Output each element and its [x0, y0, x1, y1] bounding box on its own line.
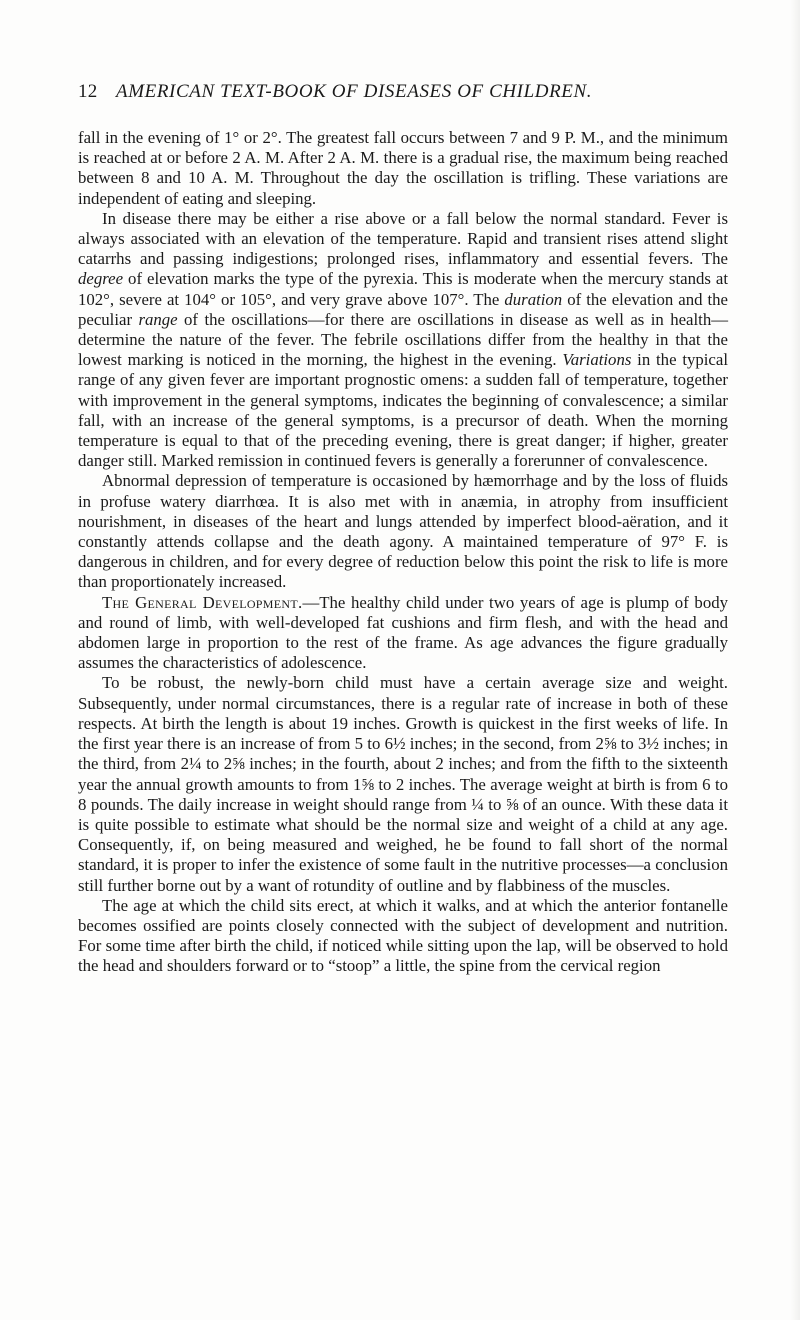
- emphasis-degree: degree: [78, 269, 124, 289]
- paragraph-growth: To be robust, the newly-born child must have a certain average size and weight. Subsequently, under normal circumstances, there is a regular rate of increase in both of these respects. At birth the length is about 19 inches. Growth is quickest in the first weeks of life. In the first year there is an increase of from 5 to 6½ inches; in the second, from 2⅝ to 3½ inches; in the third, from 2¼ to 2⅝ inches; in the fourth, about 2 inches; and from the fifth to the sixteenth year the annual growth amounts to from 1⅝ to 2 inches. The average weight at birth is from 6 to 8 pounds. The daily increase in weight should range from ¼ to ⅝ of an ounce. With these data it is quite possible to estimate what should be the normal size and weight of a child at any age. Consequently, if, on being measured and weighed, he be found to fall short of the normal standard, it is proper to infer the existence of some fault in the nutritive processes—a conclusion still further borne out by a want of rotundity of outline and by flabbiness of the muscles.: [78, 673, 728, 895]
- text-run: of the oscillations—for there are oscillations in disease as well as in health—determine the nature of the fever. The febrile oscillations differ from the healthy in that the lowest marking is noticed in the morning, the highest in the evening.: [78, 309, 728, 370]
- text-run: in the typical range of any given fever are important prognostic omens: a sudden fall of temperature, together with improvement in the general symptoms, indicates the beginning of convalescence; a similar fall, with an increase of the general symptoms, is a precursor of death. When the morning temperature is equal to that of the preceding evening, there is great danger; if higher, greater danger still. Marked remission in continued fevers is generally a forerunner of convalescence.: [78, 350, 728, 471]
- section-heading: The General Development.: [102, 592, 303, 612]
- paragraph-general-development: [78, 593, 728, 674]
- paragraph-fever: [78, 209, 728, 472]
- emphasis-range: range: [138, 309, 178, 329]
- running-head: [78, 80, 728, 104]
- body-text: [78, 128, 728, 977]
- running-title: AMERICAN TEXT-BOOK OF DISEASES OF CHILDREN.: [116, 81, 593, 102]
- text-run: In disease there may be either a rise above or a fall below the normal standard. Fever is always associated with an elevation of the temperature. Rapid and transient rises attend slight catarrhs and passing indigestions; prolonged rises, inflammatory and essential fevers. The: [78, 208, 728, 269]
- page-number: 12: [78, 81, 98, 102]
- text-run: of elevation marks the type of the pyrexia. This is moderate when the mercury stands at 102°, severe at 104° or 105°, and very grave above 107°. The: [78, 269, 728, 309]
- emphasis-variations: Variations: [562, 350, 632, 370]
- paragraph-depression: Abnormal depression of temperature is occasioned by hæmorrhage and by the loss of fluids in profuse watery diarrhœa. It is also met with in anæmia, in atrophy from insufficient nourishment, in diseases of the heart and lungs attended by imperfect blood-aëration, and it constantly attends collapse and the death agony. A maintained temperature of 97° F. is dangerous in children, and for every degree of reduction below this point the risk to life is more than proportionately increased.: [78, 471, 728, 592]
- paragraph-temperature-fall: fall in the evening of 1° or 2°. The greatest fall occurs between 7 and 9 P. M., and the minimum is reached at or before 2 A. M. After 2 A. M. there is a gradual rise, the maximum being reached between 8 and 10 A. M. Throughout the day the oscillation is trifling. These variations are independent of eating and sleeping.: [78, 128, 728, 208]
- text-run: of the elevation and the peculiar: [78, 289, 728, 329]
- emphasis-duration: duration: [504, 289, 563, 309]
- paragraph-posture: The age at which the child sits erect, at which it walks, and at which the anterior fontanelle becomes ossified are points closely connected with the subject of development and nutrition. For some time after birth the child, if noticed while sitting upon the lap, will be observed to hold the head and shoulders forward or to “stoop” a little, the spine from the cervical region: [78, 895, 728, 976]
- text-run: —The healthy child under two years of age is plump of body and round of limb, with well-developed fat cushions and firm flesh, and with the head and abdomen large in proportion to the rest of the frame. As age advances the figure gradually assumes the characteristics of adolescence.: [78, 592, 728, 673]
- page-edge-shadow: [790, 0, 800, 1320]
